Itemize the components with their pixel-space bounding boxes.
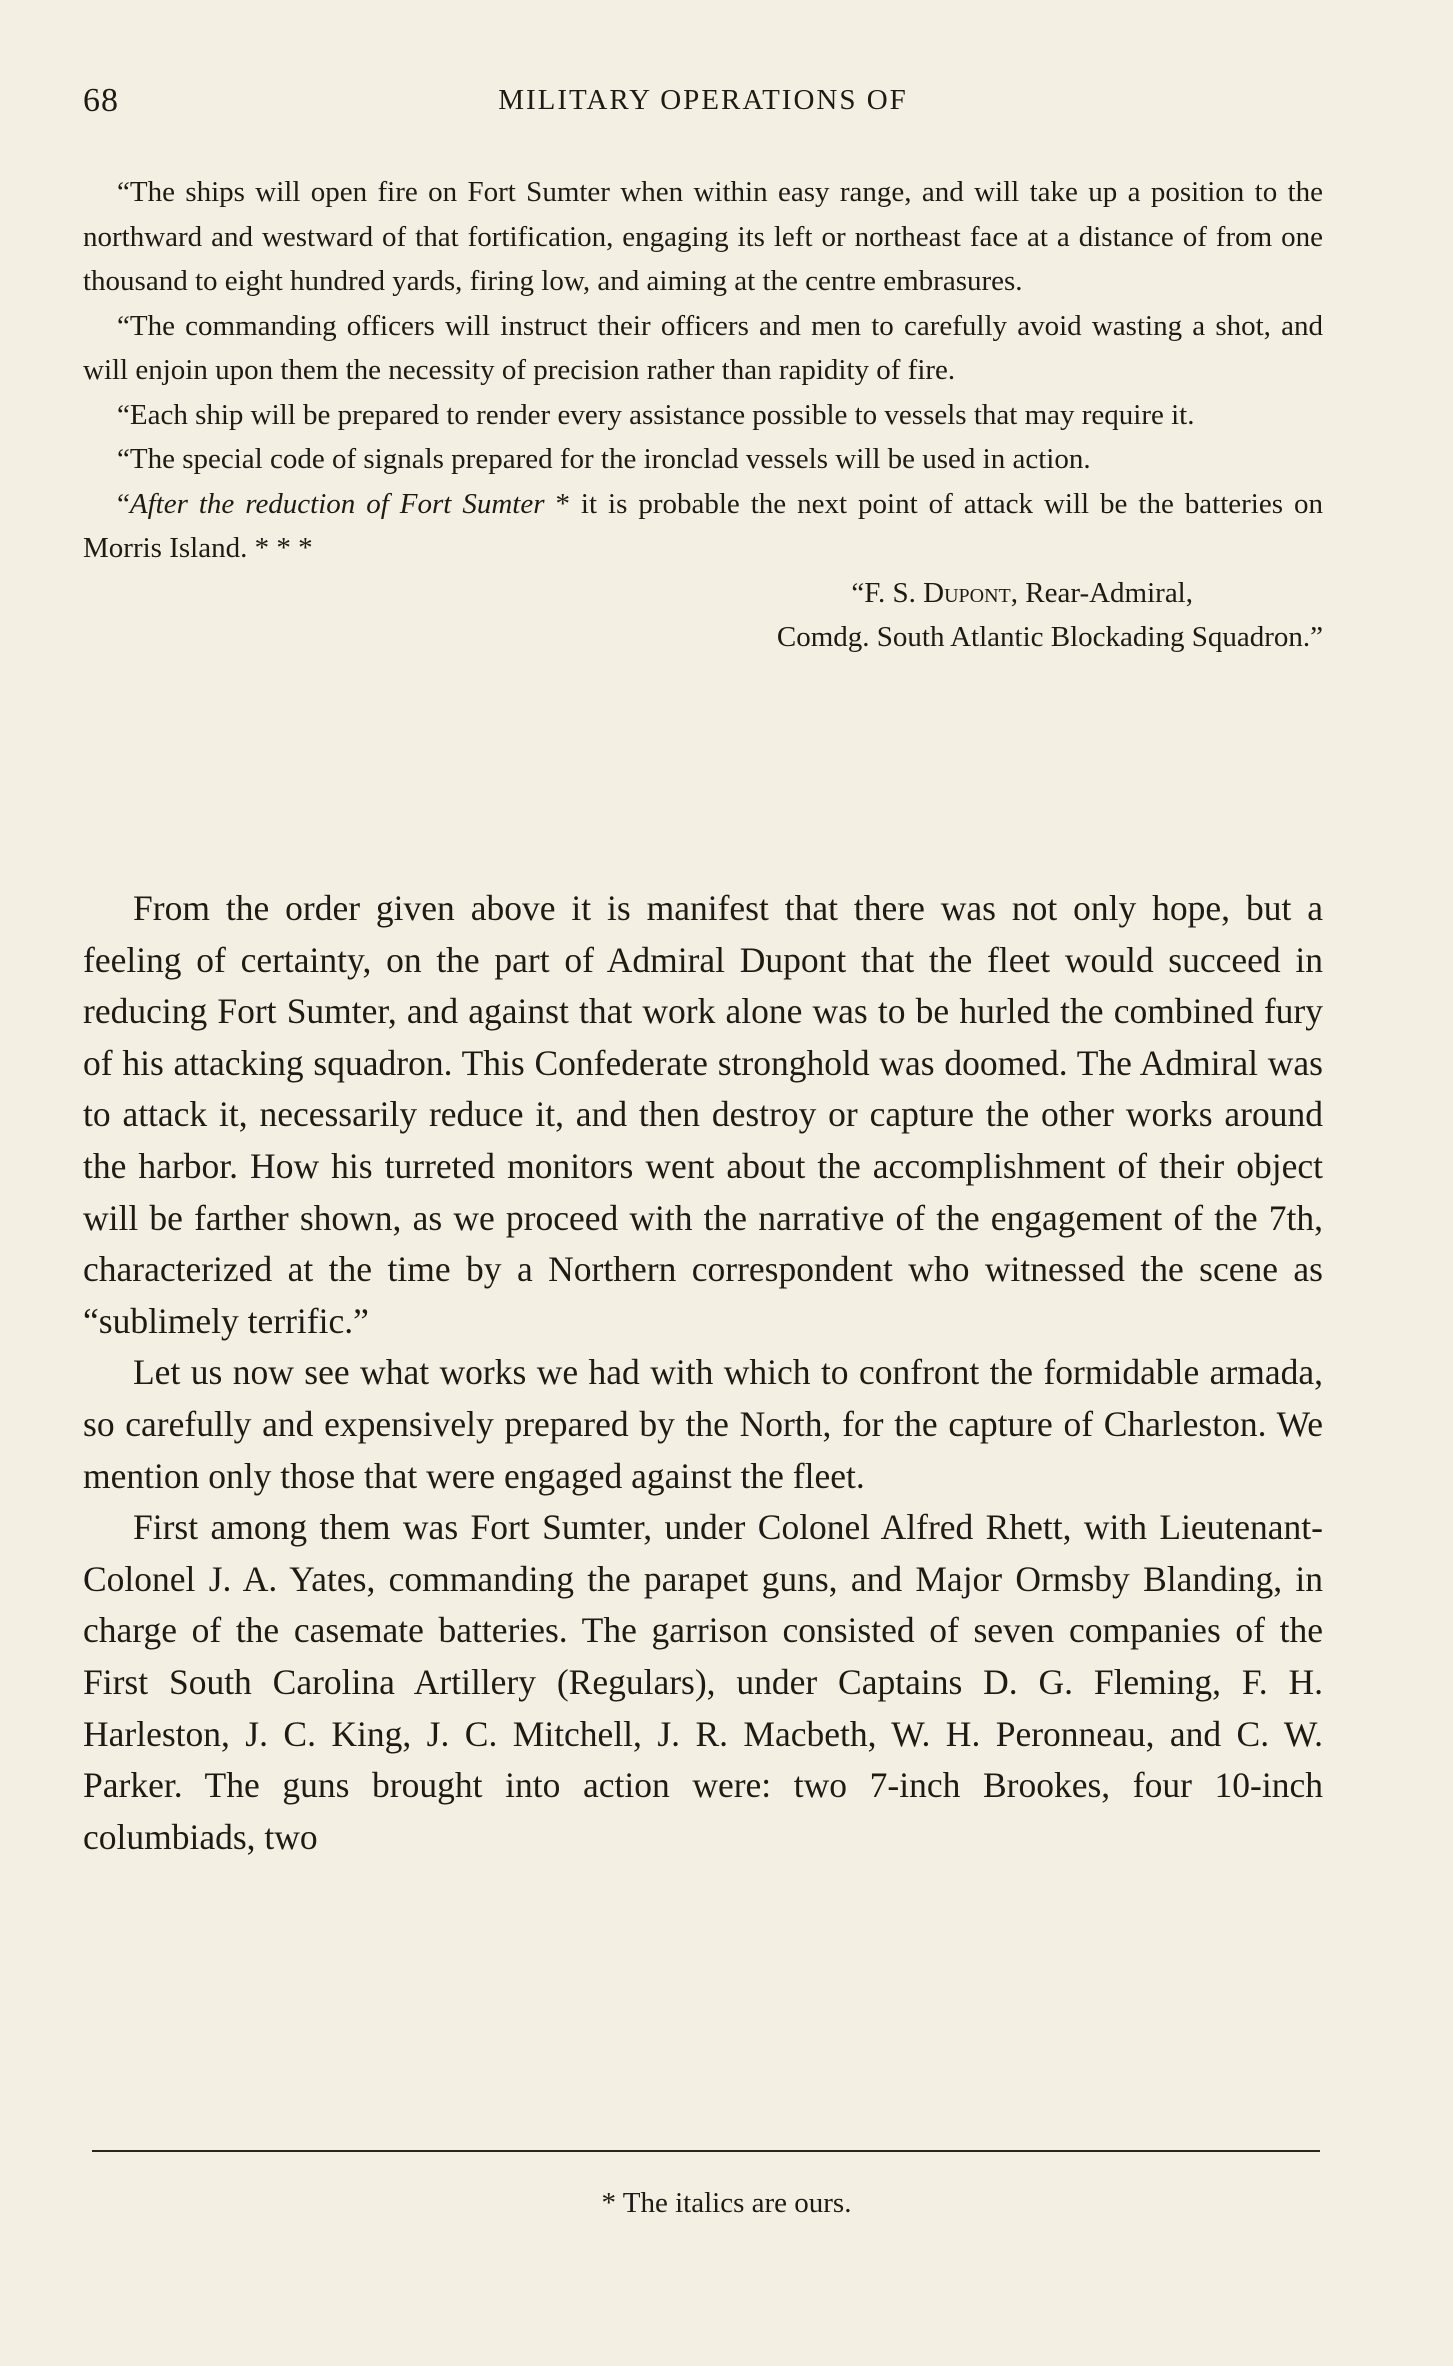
quote-paragraph: “The commanding officers will instruct their officers and men to carefully avoid wasting a shot, and will enjoin upon them the necessity of precision rather than rapidity of fire.: [83, 309, 1323, 386]
running-head: MILITARY OPERATIONS OF: [498, 84, 908, 116]
body-paragraph: First among them was Fort Sumter, under Colonel Alfred Rhett, with Lieutenant-Colonel J. A. Yates, commanding the parapet guns, and Major Ormsby Blanding, in charge of the casemate batteries. The garrison consisted of seven companies of the First South Carolina Artillery (Regulars), under Captains D. G. Fleming, F. H. Harleston, J. C. King, J. C. Mitchell, J. R. Macbeth, W. H. Peronneau, and C. W. Parker. The guns brought into action were: two 7-inch Brookes, four 10-inch columbiads, two: [83, 1507, 1323, 1857]
footnote-rule: [92, 2150, 1320, 2152]
main-text: [83, 883, 1323, 1863]
quote-paragraph: “Each ship will be prepared to render every assistance possible to vessels that may require it.: [117, 398, 1195, 431]
quote-paragraph: “The ships will open fire on Fort Sumter when within easy range, and will take up a position to the northward and westward of that fortification, engaging its left or northeast face at a distance of from one thousand to eight hundred yards, firing low, and aiming at the centre embrasures.: [83, 176, 1323, 297]
quote-mark: “: [117, 487, 130, 520]
quoted-order: [83, 170, 1323, 660]
footnote: * The italics are ours.: [601, 2187, 852, 2219]
body-paragraph: From the order given above it is manifest that there was not only hope, but a feeling of certainty, on the part of Admiral Dupont that the fleet would succeed in reducing Fort Sumter, and against that work alone was to be hurled the combined fury of his attacking squadron. This Confederate stronghold was doomed. The Admiral was to attack it, necessarily reduce it, and then destroy or capture the other works around the harbor. How his turreted monitors went about the accomplishment of their object will be farther shown, as we proceed with the narrative of the engagement of the 7th, characterized at the time by a Northern correspondent who witnessed the scene as “sublimely terrific.”: [83, 888, 1323, 1341]
signature-name: Dupont: [923, 576, 1011, 609]
signature-title: Comdg. South Atlantic Blockading Squadron.”: [776, 621, 1323, 653]
page-number: 68: [83, 82, 119, 119]
signature-rank: , Rear-Admiral,: [1010, 576, 1193, 609]
italic-phrase: After the reduction of Fort Sumter: [129, 487, 545, 520]
quote-paragraph: “The special code of signals prepared for the ironclad vessels will be used in action.: [117, 443, 1091, 475]
body-paragraph: Let us now see what works we had with which to confront the formidable armada, so carefully and expensively prepared by the North, for the capture of Charleston. We mention only those that were engaged against the fleet.: [83, 1352, 1323, 1496]
page-header: [83, 82, 1323, 130]
signature-initials: “F. S.: [851, 576, 924, 609]
quote-text: * it is probable the next point of attack will be the batteries on Morris Island. * * *: [83, 487, 1323, 564]
quote-paragraph: [83, 482, 1323, 571]
signature-line: [83, 571, 1323, 616]
